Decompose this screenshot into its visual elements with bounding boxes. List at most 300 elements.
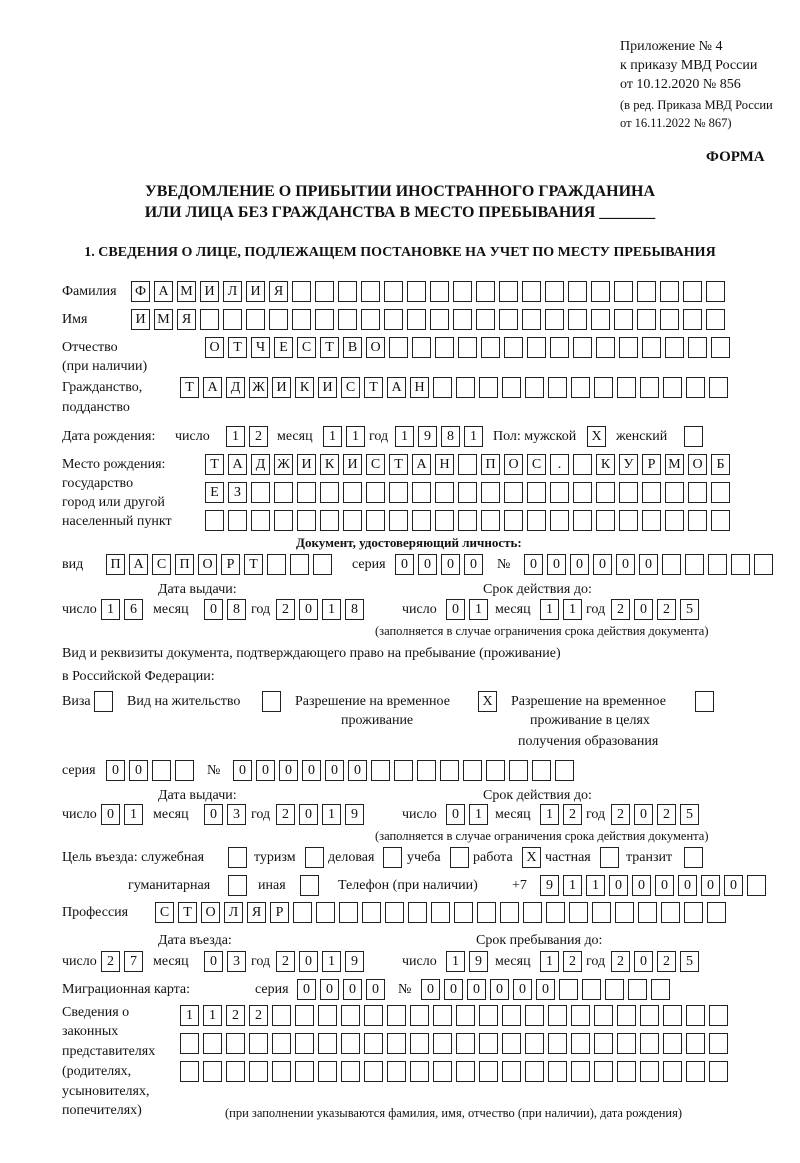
char-cell[interactable] xyxy=(642,510,661,531)
char-cell[interactable] xyxy=(522,281,541,302)
char-cell[interactable] xyxy=(228,875,247,896)
char-cell[interactable] xyxy=(456,377,475,398)
sex-male-checkbox[interactable] xyxy=(587,426,606,448)
char-cell[interactable] xyxy=(640,1061,659,1082)
char-cell[interactable]: М xyxy=(665,454,684,475)
char-cell[interactable] xyxy=(364,1005,383,1026)
char-cell[interactable]: 2 xyxy=(249,1005,268,1026)
char-cell[interactable] xyxy=(642,337,661,358)
char-cell[interactable]: Т xyxy=(180,377,199,398)
char-cell[interactable] xyxy=(228,847,247,868)
char-cell[interactable] xyxy=(522,309,541,330)
char-cell[interactable]: 9 xyxy=(345,951,364,972)
char-cell[interactable] xyxy=(532,760,551,781)
entry-year-field[interactable] xyxy=(276,951,364,973)
char-cell[interactable] xyxy=(410,1005,429,1026)
char-cell[interactable] xyxy=(477,902,496,923)
char-cell[interactable]: Я xyxy=(269,281,288,302)
char-cell[interactable] xyxy=(550,337,569,358)
char-cell[interactable] xyxy=(684,902,703,923)
char-cell[interactable] xyxy=(269,309,288,330)
char-cell[interactable] xyxy=(389,510,408,531)
char-cell[interactable]: З xyxy=(228,482,247,503)
char-cell[interactable] xyxy=(663,1033,682,1054)
char-cell[interactable] xyxy=(292,309,311,330)
char-cell[interactable] xyxy=(502,1005,521,1026)
char-cell[interactable] xyxy=(320,482,339,503)
char-cell[interactable]: X xyxy=(522,847,541,868)
char-cell[interactable] xyxy=(711,482,730,503)
birth-place-row-1[interactable] xyxy=(205,454,730,476)
char-cell[interactable]: 2 xyxy=(611,951,630,972)
visa-checkbox[interactable] xyxy=(94,691,113,713)
char-cell[interactable]: 1 xyxy=(586,875,605,896)
char-cell[interactable] xyxy=(361,309,380,330)
char-cell[interactable] xyxy=(527,482,546,503)
char-cell[interactable]: 1 xyxy=(540,804,559,825)
char-cell[interactable] xyxy=(499,309,518,330)
char-cell[interactable] xyxy=(456,1061,475,1082)
char-cell[interactable] xyxy=(569,902,588,923)
stay-valid-year-field[interactable] xyxy=(611,804,699,826)
char-cell[interactable] xyxy=(412,337,431,358)
char-cell[interactable] xyxy=(433,1061,452,1082)
char-cell[interactable] xyxy=(594,1061,613,1082)
char-cell[interactable] xyxy=(479,1061,498,1082)
char-cell[interactable] xyxy=(640,377,659,398)
id-number-field[interactable] xyxy=(524,554,773,576)
char-cell[interactable] xyxy=(318,1005,337,1026)
char-cell[interactable]: 1 xyxy=(180,1005,199,1026)
stay-issue-day-field[interactable] xyxy=(101,804,143,826)
char-cell[interactable] xyxy=(628,979,647,1000)
char-cell[interactable] xyxy=(619,510,638,531)
char-cell[interactable] xyxy=(315,281,334,302)
char-cell[interactable] xyxy=(660,281,679,302)
char-cell[interactable]: 9 xyxy=(418,426,437,447)
char-cell[interactable]: С xyxy=(366,454,385,475)
char-cell[interactable]: 0 xyxy=(256,760,275,781)
char-cell[interactable]: 2 xyxy=(276,951,295,972)
char-cell[interactable]: Т xyxy=(244,554,263,575)
char-cell[interactable] xyxy=(525,377,544,398)
char-cell[interactable]: 0 xyxy=(593,554,612,575)
char-cell[interactable] xyxy=(440,760,459,781)
char-cell[interactable] xyxy=(545,309,564,330)
char-cell[interactable]: 1 xyxy=(322,804,341,825)
char-cell[interactable] xyxy=(313,554,332,575)
char-cell[interactable] xyxy=(527,510,546,531)
char-cell[interactable] xyxy=(94,691,113,712)
char-cell[interactable] xyxy=(454,902,473,923)
char-cell[interactable] xyxy=(550,510,569,531)
char-cell[interactable] xyxy=(251,482,270,503)
stay-valid-day-field[interactable] xyxy=(446,804,488,826)
char-cell[interactable]: Ж xyxy=(274,454,293,475)
char-cell[interactable]: И xyxy=(246,281,265,302)
char-cell[interactable] xyxy=(747,875,766,896)
char-cell[interactable] xyxy=(251,510,270,531)
char-cell[interactable] xyxy=(412,510,431,531)
char-cell[interactable]: 1 xyxy=(346,426,365,447)
char-cell[interactable] xyxy=(614,309,633,330)
char-cell[interactable] xyxy=(663,1061,682,1082)
char-cell[interactable] xyxy=(683,281,702,302)
char-cell[interactable] xyxy=(685,554,704,575)
char-cell[interactable]: 0 xyxy=(678,875,697,896)
char-cell[interactable] xyxy=(617,1033,636,1054)
char-cell[interactable]: 2 xyxy=(611,804,630,825)
char-cell[interactable] xyxy=(481,337,500,358)
char-cell[interactable]: 1 xyxy=(322,599,341,620)
char-cell[interactable] xyxy=(456,1033,475,1054)
char-cell[interactable] xyxy=(594,377,613,398)
char-cell[interactable] xyxy=(548,1005,567,1026)
entry-day-field[interactable] xyxy=(101,951,143,973)
char-cell[interactable] xyxy=(343,510,362,531)
char-cell[interactable]: 0 xyxy=(348,760,367,781)
char-cell[interactable] xyxy=(596,337,615,358)
char-cell[interactable] xyxy=(407,309,426,330)
char-cell[interactable] xyxy=(320,510,339,531)
char-cell[interactable]: 1 xyxy=(203,1005,222,1026)
char-cell[interactable]: К xyxy=(596,454,615,475)
char-cell[interactable] xyxy=(688,337,707,358)
char-cell[interactable]: 1 xyxy=(124,804,143,825)
char-cell[interactable] xyxy=(343,482,362,503)
profession-field[interactable] xyxy=(155,902,726,924)
char-cell[interactable]: И xyxy=(297,454,316,475)
char-cell[interactable]: П xyxy=(481,454,500,475)
stay-issue-year-field[interactable] xyxy=(276,804,364,826)
char-cell[interactable]: 0 xyxy=(446,599,465,620)
char-cell[interactable]: С xyxy=(297,337,316,358)
char-cell[interactable]: X xyxy=(587,426,606,447)
char-cell[interactable] xyxy=(435,510,454,531)
birth-month-field[interactable] xyxy=(323,426,365,448)
char-cell[interactable]: Б xyxy=(711,454,730,475)
char-cell[interactable] xyxy=(548,1061,567,1082)
char-cell[interactable] xyxy=(387,1005,406,1026)
char-cell[interactable] xyxy=(364,1033,383,1054)
char-cell[interactable] xyxy=(662,554,681,575)
sex-female-checkbox[interactable] xyxy=(684,426,703,448)
char-cell[interactable] xyxy=(272,1061,291,1082)
char-cell[interactable] xyxy=(711,510,730,531)
char-cell[interactable] xyxy=(502,1061,521,1082)
char-cell[interactable] xyxy=(550,482,569,503)
char-cell[interactable]: 2 xyxy=(249,426,268,447)
patronymic-field[interactable] xyxy=(205,337,730,359)
birth-year-field[interactable] xyxy=(395,426,483,448)
char-cell[interactable]: Я xyxy=(247,902,266,923)
char-cell[interactable]: 2 xyxy=(657,951,676,972)
id-issue-day-field[interactable] xyxy=(101,599,143,621)
char-cell[interactable] xyxy=(387,1033,406,1054)
char-cell[interactable]: И xyxy=(200,281,219,302)
char-cell[interactable]: 1 xyxy=(563,875,582,896)
char-cell[interactable]: А xyxy=(129,554,148,575)
char-cell[interactable]: Е xyxy=(205,482,224,503)
char-cell[interactable]: 0 xyxy=(302,760,321,781)
char-cell[interactable] xyxy=(410,1061,429,1082)
char-cell[interactable] xyxy=(295,1005,314,1026)
char-cell[interactable] xyxy=(573,337,592,358)
char-cell[interactable] xyxy=(545,281,564,302)
id-valid-day-field[interactable] xyxy=(446,599,488,621)
char-cell[interactable] xyxy=(573,482,592,503)
char-cell[interactable]: 0 xyxy=(536,979,555,1000)
char-cell[interactable] xyxy=(479,1033,498,1054)
char-cell[interactable]: 0 xyxy=(325,760,344,781)
char-cell[interactable]: А xyxy=(412,454,431,475)
char-cell[interactable] xyxy=(458,337,477,358)
char-cell[interactable]: М xyxy=(177,281,196,302)
char-cell[interactable] xyxy=(663,377,682,398)
char-cell[interactable]: У xyxy=(619,454,638,475)
char-cell[interactable] xyxy=(366,482,385,503)
id-kind-field[interactable] xyxy=(106,554,332,576)
char-cell[interactable] xyxy=(500,902,519,923)
char-cell[interactable] xyxy=(408,902,427,923)
char-cell[interactable]: 0 xyxy=(655,875,674,896)
char-cell[interactable]: К xyxy=(320,454,339,475)
char-cell[interactable] xyxy=(431,902,450,923)
stay-valid-month-field[interactable] xyxy=(540,804,582,826)
char-cell[interactable] xyxy=(295,1033,314,1054)
char-cell[interactable]: 0 xyxy=(204,804,223,825)
char-cell[interactable]: Т xyxy=(320,337,339,358)
id-valid-year-field[interactable] xyxy=(611,599,699,621)
char-cell[interactable] xyxy=(686,377,705,398)
char-cell[interactable]: 1 xyxy=(540,599,559,620)
char-cell[interactable] xyxy=(573,454,592,475)
char-cell[interactable]: 0 xyxy=(320,979,339,1000)
char-cell[interactable] xyxy=(617,1005,636,1026)
char-cell[interactable]: С xyxy=(341,377,360,398)
char-cell[interactable]: П xyxy=(175,554,194,575)
char-cell[interactable] xyxy=(619,482,638,503)
char-cell[interactable]: Р xyxy=(221,554,240,575)
citizenship-field[interactable] xyxy=(180,377,728,399)
char-cell[interactable]: 0 xyxy=(639,554,658,575)
char-cell[interactable]: 0 xyxy=(513,979,532,1000)
char-cell[interactable] xyxy=(458,510,477,531)
char-cell[interactable]: 0 xyxy=(421,979,440,1000)
char-cell[interactable] xyxy=(605,979,624,1000)
temp-residence-checkbox[interactable] xyxy=(478,691,497,713)
char-cell[interactable] xyxy=(364,1061,383,1082)
char-cell[interactable]: 0 xyxy=(467,979,486,1000)
char-cell[interactable] xyxy=(262,691,281,712)
char-cell[interactable] xyxy=(339,902,358,923)
char-cell[interactable] xyxy=(711,337,730,358)
char-cell[interactable] xyxy=(619,337,638,358)
stay-issue-month-field[interactable] xyxy=(204,804,246,826)
char-cell[interactable]: Т xyxy=(228,337,247,358)
char-cell[interactable] xyxy=(686,1033,705,1054)
char-cell[interactable] xyxy=(458,454,477,475)
char-cell[interactable] xyxy=(456,1005,475,1026)
char-cell[interactable]: 3 xyxy=(227,951,246,972)
char-cell[interactable]: 0 xyxy=(490,979,509,1000)
reps-row-1[interactable] xyxy=(180,1005,728,1027)
char-cell[interactable] xyxy=(152,760,171,781)
char-cell[interactable] xyxy=(394,760,413,781)
char-cell[interactable]: С xyxy=(152,554,171,575)
char-cell[interactable] xyxy=(297,482,316,503)
char-cell[interactable]: 1 xyxy=(540,951,559,972)
char-cell[interactable] xyxy=(389,482,408,503)
purpose-private-checkbox[interactable] xyxy=(600,847,619,869)
char-cell[interactable]: Т xyxy=(364,377,383,398)
char-cell[interactable]: 0 xyxy=(233,760,252,781)
char-cell[interactable]: Ф xyxy=(131,281,150,302)
char-cell[interactable] xyxy=(637,281,656,302)
char-cell[interactable] xyxy=(228,510,247,531)
char-cell[interactable]: В xyxy=(343,337,362,358)
char-cell[interactable]: 2 xyxy=(563,804,582,825)
char-cell[interactable]: 2 xyxy=(611,599,630,620)
stay-until-day-field[interactable] xyxy=(446,951,488,973)
char-cell[interactable]: Р xyxy=(270,902,289,923)
char-cell[interactable]: 0 xyxy=(701,875,720,896)
char-cell[interactable] xyxy=(407,281,426,302)
char-cell[interactable]: 8 xyxy=(227,599,246,620)
char-cell[interactable] xyxy=(410,1033,429,1054)
char-cell[interactable]: 2 xyxy=(276,599,295,620)
char-cell[interactable]: Н xyxy=(435,454,454,475)
char-cell[interactable] xyxy=(568,281,587,302)
char-cell[interactable] xyxy=(293,902,312,923)
char-cell[interactable]: О xyxy=(205,337,224,358)
char-cell[interactable] xyxy=(708,554,727,575)
char-cell[interactable]: 2 xyxy=(101,951,120,972)
char-cell[interactable] xyxy=(504,510,523,531)
char-cell[interactable]: 0 xyxy=(395,554,414,575)
id-valid-month-field[interactable] xyxy=(540,599,582,621)
char-cell[interactable]: 0 xyxy=(418,554,437,575)
char-cell[interactable] xyxy=(435,337,454,358)
char-cell[interactable] xyxy=(180,1033,199,1054)
char-cell[interactable] xyxy=(571,1005,590,1026)
char-cell[interactable] xyxy=(709,1061,728,1082)
char-cell[interactable] xyxy=(430,281,449,302)
reps-row-2[interactable] xyxy=(180,1033,728,1055)
char-cell[interactable] xyxy=(433,377,452,398)
char-cell[interactable]: X xyxy=(478,691,497,712)
char-cell[interactable]: 0 xyxy=(297,979,316,1000)
char-cell[interactable]: 0 xyxy=(446,804,465,825)
char-cell[interactable] xyxy=(573,510,592,531)
char-cell[interactable]: О xyxy=(198,554,217,575)
char-cell[interactable] xyxy=(417,760,436,781)
char-cell[interactable] xyxy=(292,281,311,302)
char-cell[interactable] xyxy=(548,377,567,398)
char-cell[interactable] xyxy=(651,979,670,1000)
char-cell[interactable]: 0 xyxy=(106,760,125,781)
char-cell[interactable] xyxy=(305,847,324,868)
char-cell[interactable] xyxy=(430,309,449,330)
char-cell[interactable] xyxy=(175,760,194,781)
reps-row-3[interactable] xyxy=(180,1061,728,1083)
mc-number-field[interactable] xyxy=(421,979,670,1001)
id-series-field[interactable] xyxy=(395,554,483,576)
char-cell[interactable]: 0 xyxy=(524,554,543,575)
char-cell[interactable]: К xyxy=(295,377,314,398)
char-cell[interactable]: 0 xyxy=(632,875,651,896)
char-cell[interactable] xyxy=(371,760,390,781)
char-cell[interactable]: 1 xyxy=(563,599,582,620)
char-cell[interactable]: 1 xyxy=(395,426,414,447)
char-cell[interactable] xyxy=(412,482,431,503)
char-cell[interactable]: 1 xyxy=(469,599,488,620)
char-cell[interactable]: 9 xyxy=(469,951,488,972)
char-cell[interactable]: А xyxy=(228,454,247,475)
char-cell[interactable] xyxy=(226,1061,245,1082)
id-issue-year-field[interactable] xyxy=(276,599,364,621)
char-cell[interactable] xyxy=(642,482,661,503)
char-cell[interactable] xyxy=(559,979,578,1000)
char-cell[interactable]: 6 xyxy=(124,599,143,620)
char-cell[interactable]: . xyxy=(550,454,569,475)
char-cell[interactable] xyxy=(479,1005,498,1026)
char-cell[interactable]: 5 xyxy=(680,599,699,620)
id-issue-month-field[interactable] xyxy=(204,599,246,621)
char-cell[interactable]: С xyxy=(527,454,546,475)
char-cell[interactable] xyxy=(385,902,404,923)
char-cell[interactable] xyxy=(463,760,482,781)
char-cell[interactable] xyxy=(361,281,380,302)
char-cell[interactable] xyxy=(525,1061,544,1082)
char-cell[interactable] xyxy=(568,309,587,330)
char-cell[interactable]: П xyxy=(106,554,125,575)
char-cell[interactable] xyxy=(486,760,505,781)
char-cell[interactable]: 9 xyxy=(540,875,559,896)
char-cell[interactable]: 0 xyxy=(616,554,635,575)
char-cell[interactable] xyxy=(316,902,335,923)
char-cell[interactable] xyxy=(274,482,293,503)
mc-series-field[interactable] xyxy=(297,979,385,1001)
char-cell[interactable]: 9 xyxy=(345,804,364,825)
char-cell[interactable] xyxy=(686,1005,705,1026)
purpose-work-checkbox[interactable] xyxy=(522,847,541,869)
char-cell[interactable]: И xyxy=(131,309,150,330)
char-cell[interactable]: 1 xyxy=(446,951,465,972)
char-cell[interactable] xyxy=(458,482,477,503)
char-cell[interactable] xyxy=(387,1061,406,1082)
char-cell[interactable] xyxy=(290,554,309,575)
char-cell[interactable]: 0 xyxy=(634,804,653,825)
char-cell[interactable] xyxy=(315,309,334,330)
char-cell[interactable]: 2 xyxy=(657,804,676,825)
purpose-humanitarian-checkbox[interactable] xyxy=(228,875,247,897)
birth-day-field[interactable] xyxy=(226,426,268,448)
char-cell[interactable]: 0 xyxy=(570,554,589,575)
char-cell[interactable] xyxy=(688,510,707,531)
char-cell[interactable]: О xyxy=(504,454,523,475)
char-cell[interactable]: О xyxy=(201,902,220,923)
char-cell[interactable] xyxy=(433,1033,452,1054)
char-cell[interactable] xyxy=(525,1033,544,1054)
char-cell[interactable] xyxy=(684,426,703,447)
char-cell[interactable] xyxy=(571,377,590,398)
char-cell[interactable] xyxy=(476,281,495,302)
char-cell[interactable] xyxy=(481,510,500,531)
char-cell[interactable]: И xyxy=(318,377,337,398)
char-cell[interactable] xyxy=(205,510,224,531)
surname-field[interactable] xyxy=(131,281,725,303)
